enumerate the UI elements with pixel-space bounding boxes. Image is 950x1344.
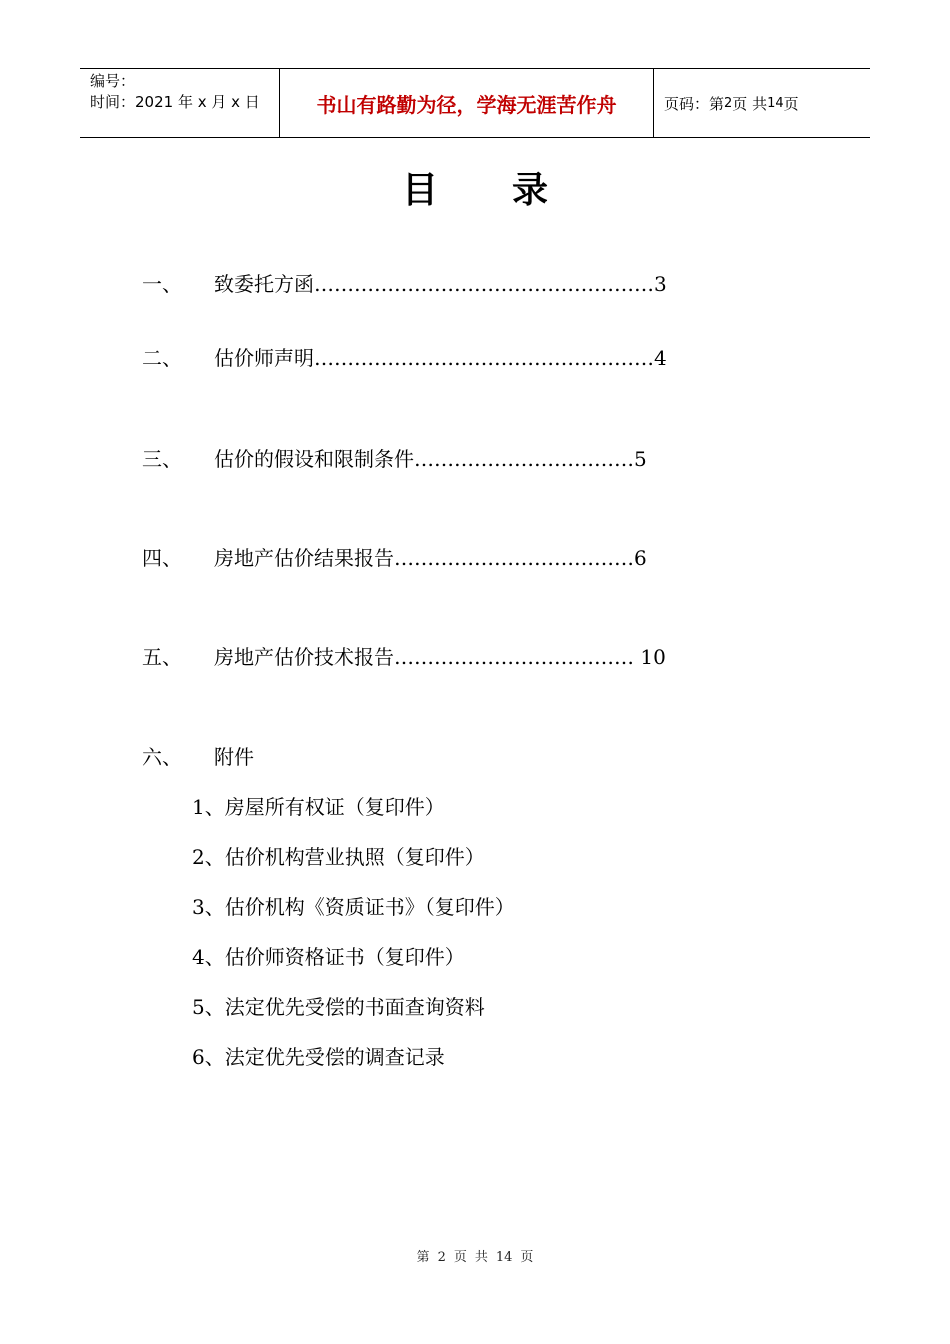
attachment-item[interactable]: 5、法定优先受偿的书面查询资料	[192, 995, 485, 1019]
toc-number: 二、	[142, 346, 182, 370]
header-motto: 书山有路勤为径，学海无涯苦作舟	[280, 69, 654, 137]
footer-total: 14	[495, 1250, 513, 1265]
toc-text: 估价的假设和限制条件……………………………5	[214, 447, 647, 471]
footer-word: 页	[453, 1250, 467, 1265]
page-mid: 页 共	[732, 94, 768, 113]
attachment-item[interactable]: 3、估价机构《资质证书》（复印件）	[192, 895, 515, 919]
toc-text: 房地产估价结果报告………………………………6	[214, 546, 647, 570]
attachment-item[interactable]: 1、房屋所有权证（复印件）	[192, 795, 445, 819]
attachment-item[interactable]: 6、法定优先受偿的调查记录	[192, 1045, 445, 1069]
attachment-item[interactable]: 4、估价师资格证书（复印件）	[192, 945, 465, 969]
title-char-2: 录	[512, 169, 549, 211]
header-table	[80, 68, 870, 138]
footer-word: 页	[520, 1250, 534, 1265]
page-title	[0, 162, 950, 213]
title-char-1: 目	[401, 169, 438, 211]
toc-number: 一、	[142, 272, 182, 296]
toc-number: 三、	[142, 447, 182, 471]
footer-word: 共	[474, 1250, 488, 1265]
toc-number: 五、	[142, 645, 182, 669]
footer-current: 2	[437, 1250, 446, 1265]
date-label: 时间：2021 年 x 月 x 日	[90, 93, 260, 111]
page-footer	[0, 1246, 950, 1265]
page-current: 2	[724, 95, 733, 111]
toc-number: 四、	[142, 546, 182, 570]
number-label: 编号：	[90, 72, 136, 90]
page-suffix: 页	[783, 94, 799, 113]
toc-number: 六、	[142, 745, 182, 769]
page-prefix: 页码：第	[664, 94, 725, 113]
toc-text: 附件	[214, 745, 254, 769]
header-page-info	[654, 69, 870, 137]
page-total: 14	[767, 95, 784, 111]
toc-text: 致委托方函……………………………………………3	[214, 272, 667, 296]
toc-text: 房地产估价技术报告……………………………… 10	[214, 645, 666, 669]
footer-word: 第	[416, 1250, 430, 1265]
attachment-item[interactable]: 2、估价机构营业执照（复印件）	[192, 845, 485, 869]
header-info-cell	[80, 69, 280, 137]
toc-text: 估价师声明……………………………………………4	[214, 346, 667, 370]
